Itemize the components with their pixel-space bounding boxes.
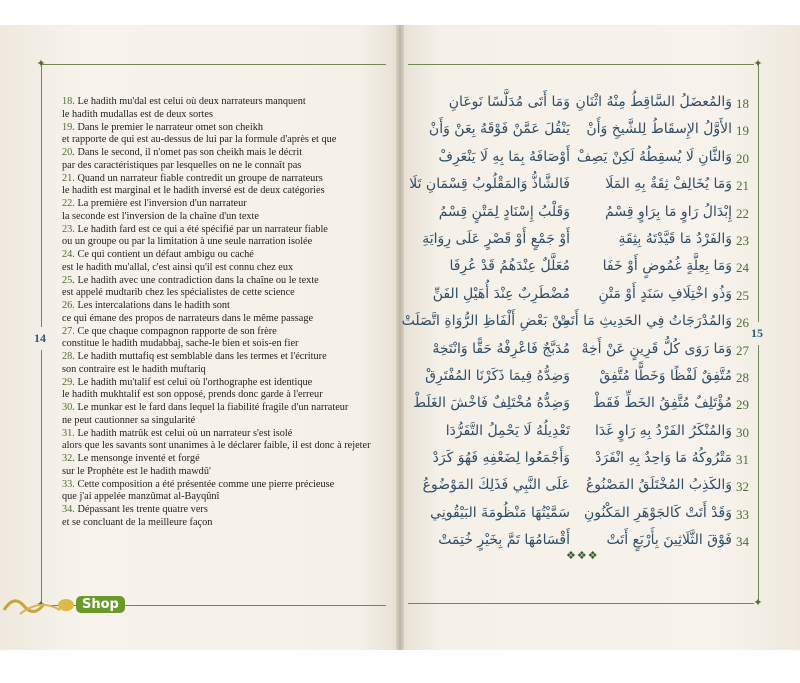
verse-number: 23. [62,223,75,235]
translation-line [62,338,382,351]
verse-number: 22 [736,205,749,221]
verse-number: 21 [736,178,749,194]
verse-number: 25. [62,274,75,286]
verse-second-hemistich: تَعْدِيلُهُ لَا يَحْمِلُ التَّفَرُّدَا [445,422,570,439]
french-translation [62,96,382,530]
translation-line [62,198,382,211]
translation-line [62,275,382,288]
verse-first-hemistich: وَذُو اخْتِلَافِ سَنَدٍ أَوْ مَتْنِ [598,285,732,302]
translation-line [62,96,382,109]
translation-text: et rapporte de qui est au-dessus de lui par la formule d'après et que [62,134,337,146]
translation-line [62,313,382,326]
verse-first-hemistich: وَالمُدْرَجَاتُ فِي الحَدِيثِ مَا أَتَتْ [557,313,732,330]
translation-text: Le hadith muttafiq est semblable dans les termes et l'écriture [77,351,327,362]
verse-first-hemistich: وَالفَرْدُ مَا قَيَّدْتَهُ بِثِقَةِ [618,230,732,247]
translation-text: constitue le hadith mudabbaj, sache-le bien et sois-en fier [62,338,299,350]
translation-text: Ce qui contient un défaut ambigu ou caché [77,249,254,260]
left-frame-top [42,64,386,65]
verse-first-hemistich: مُتَّفِقٌ لَفْظًا وَخَطًّا مُتَّفِقْ [599,367,732,384]
translation-line [62,453,382,466]
verse-number: 28 [736,369,749,385]
verse-second-hemistich: مُدَبَّجٌ فَاعْرِفْهُ حَقًّا وَانْتَخِهْ [432,340,570,357]
translation-line [62,428,382,441]
translation-text: Cette composition a été présentée comme une pierre précieuse [77,478,335,490]
verse-number: 29. [62,376,75,388]
verse-number: 28. [62,351,75,362]
translation-text: et se concluant de la meilleure façon [62,516,213,528]
verse-number: 19. [62,121,75,133]
translation-line [62,491,382,504]
corner-ornament-icon: ✦ [36,599,46,611]
verse-row [420,202,760,229]
translation-text: ne peut cautionner sa singularité [62,414,196,426]
translation-text: Dans le second, il n'omet pas son cheikh mais le décrit [77,147,303,158]
verse-first-hemistich: وَمَا رَوَى كُلُّ قَرِينٍ عَنْ أَخِهْ [581,340,732,357]
verse-first-hemistich: وَالمُعضَلُ السَّاقِطُ مِنْهُ اثْنَانِ [575,94,732,110]
translation-line [62,402,382,415]
corner-ornament-icon: ✦ [36,58,46,70]
left-frame-side [41,64,42,327]
verse-first-hemistich: وَقَدْ أَتَتْ كَالجَوْهَرِ المَكْنُونِ [584,504,732,521]
verse-row [420,475,760,502]
verse-number: 19 [736,123,749,139]
book-gutter [396,25,404,650]
verse-number: 32 [736,479,749,495]
translation-text: Le munkar est le fard dans lequel la fiabilité fragile d'un narrateur [77,402,349,413]
verse-second-hemistich: مُضْطَرِبٌ عِنْدَ أُهَيْلِ الفَنِّ [432,285,570,302]
translation-line [62,415,382,428]
translation-line [62,262,382,275]
translation-text: la seconde est l'inversion de la chaîne d'un texte [62,210,259,222]
corner-ornament-icon: ✦ [753,597,763,609]
verse-number: 33. [62,478,75,490]
verse-row [409,174,760,201]
verse-number: 30 [736,424,749,440]
translation-text: Le mensonge inventé et forgé [77,453,200,464]
translation-line [62,466,382,479]
translation-line [62,134,382,147]
translation-text: Le hadith mu'dal est celui où deux narrateurs manquent [77,96,306,107]
verse-number: 23 [736,232,749,248]
verse-second-hemistich: سَمَّيْتُهَا مَنْظُومَةَ البَيْقُونِي [430,504,570,521]
translation-text: sur le Prophète est le hadith mawdû' [62,465,211,477]
verse-row [420,421,760,448]
translation-text: par des caractéristiques par lesquelles on ne le connaît pas [62,159,302,171]
shop-logo-text: Shop [76,596,125,613]
verse-first-hemistich: مُؤْتَلِفٌ مُتَّفِقُ الخَطِّ فَقَطْ [592,395,732,412]
translation-text: le hadith mudallas est de deux sortes [62,108,213,120]
verse-first-hemistich: وَالثَّانِ لَا يُسقِطُهُ لَكِنْ يَصِفْ [576,148,732,165]
verse-row [420,229,760,256]
translation-line [62,185,382,198]
verse-row [420,448,760,475]
translation-line [62,479,382,492]
translation-line [62,351,382,364]
verse-number: 18. [62,96,75,107]
translation-line [62,326,382,339]
translation-text: est le hadith mu'allal, c'est ainsi qu'il est connu chez eux [62,261,294,273]
translation-line [62,440,382,453]
translation-text: Les intercalations dans le hadith sont [77,300,230,311]
verse-second-hemistich: وَأَجْمَعُوا لِضَعْفِهِ فَهُوَ كَرَدْ [432,450,570,467]
verse-second-hemistich: مُعَلَّلٌ عِنْدَهُمُ قَدْ عُرِفَا [449,258,570,275]
translation-line [62,300,382,313]
verse-row [401,311,760,338]
translation-text: Le hadith fard est ce qui a été spécifié par un narrateur fiable [77,223,328,235]
verse-number: 26. [62,300,75,311]
translation-text: le hadith est marginal et le hadith inversé est de deux catégories [62,185,325,197]
verse-second-hemistich: وَضِدُّهُ فِيمَا ذَكَرْنَا المُفْتَرِقْ [425,367,570,384]
translation-line [62,236,382,249]
verse-first-hemistich: وَمَا يُخَالِفْ ثِقَةٌ بِهِ المَلَا [605,176,732,193]
verse-second-hemistich: وَقَلْبُ إِسْنَادٍ لِمَتْنٍ قِسْمُ [438,203,570,220]
left-page-number: 14 [34,331,46,345]
verse-number: 27 [736,342,749,358]
translation-text: le hadith mukhtalif est son opposé, prends donc garde à l'erreur [62,389,323,401]
verse-first-hemistich: مَتْرُوكُهُ مَا وَاحِدٌ بِهِ انْفَرَدْ [595,450,732,467]
translation-text: son contraire est le hadith muftariq [62,363,206,375]
verse-number: 32. [62,453,75,464]
translation-line [62,109,382,122]
verse-second-hemistich: أَوْصَافَهُ بِمَا بِهِ لَا يَنْعَرِفْ [438,148,570,165]
translation-text: Dans le premier le narrateur omet son cheikh [77,121,264,133]
verse-number: 27. [62,325,75,337]
translation-text: est appelé mudtarib chez les spécialistes de cette science [62,287,295,299]
verse-second-hemistich: عَلَى النَّبِي فَذَلِكَ المَوْضُوعُ [422,477,570,494]
verse-second-hemistich: يَنْقُلَ عَمَّنْ فَوْقَهُ بِعَنْ وَأَنْ [428,121,570,138]
translation-text: que j'ai appelée manzûmat al-Bayqûnî [62,491,220,503]
verse-number: 30. [62,402,75,413]
translation-line [62,389,382,402]
verse-number: 25 [736,287,749,303]
verse-first-hemistich: فَوْقَ الثَّلَاثِينَ بِأَرْبَعٍ أَتَتْ [606,532,732,549]
translation-line [62,173,382,186]
verse-row [420,503,760,530]
verse-first-hemistich: وَالكَذِبُ المُخْتَلَقُ المَصْنُوعُ [585,477,732,494]
verse-number: 21. [62,172,75,184]
verse-number: 34 [736,534,749,550]
translation-line [62,377,382,390]
translation-line [62,224,382,237]
verse-number: 24. [62,249,75,260]
verse-number: 31. [62,427,75,439]
verse-number: 24 [736,260,749,276]
translation-text: Dépassant les trente quatre vers [77,504,208,515]
verse-number: 20 [736,150,749,166]
translation-line [62,211,382,224]
verse-first-hemistich: إِبْدَالُ رَاوٍ مَا بِرَاوٍ قِسْمُ [605,203,732,220]
corner-ornament-icon: ✦ [753,58,763,70]
translation-text: ce qui émane des propos de narrateurs dans le même passage [62,312,314,324]
translation-text: Quand un narrateur fiable contredit un groupe de narrateurs [77,172,323,184]
verse-row [420,147,760,174]
verse-first-hemistich: الأَوَّلُ الإِسقَاطُ لِلشَّيخِ وَأَنْ [586,121,732,138]
verse-number: 22. [62,198,75,209]
verse-number: 26 [736,315,749,331]
verse-second-hemistich: أَقْسَامُهَا تَمَّ بِخَيْرٍ خُتِمَتْ [438,532,570,549]
translation-line [62,504,382,517]
verse-row [420,366,760,393]
right-frame-top [408,64,754,65]
verse-second-hemistich: وَضِدُّهُ مُخْتَلِفٌ فَاخْشَ الغَلَطْ [413,395,570,412]
verse-row [413,393,760,420]
verse-number: 20. [62,147,75,158]
verse-number: 31 [736,452,749,468]
verse-first-hemistich: وَالمُنْكَرُ الفَرْدُ بِهِ رَاوٍ غَدَا [594,422,732,439]
verse-number: 34. [62,504,75,515]
translation-line [62,287,382,300]
verse-row [420,92,760,119]
verse-row [420,339,760,366]
verse-number: 33 [736,506,749,522]
translation-line [62,122,382,135]
translation-line [62,249,382,262]
translation-text: alors que les savants sont unanimes à le déclarer faible, il est donc à rejeter [62,440,371,452]
arabic-verses [401,92,760,558]
left-frame-side [41,350,42,605]
verse-row [420,284,760,311]
verse-row [420,119,760,146]
right-frame-bottom [408,603,754,604]
translation-line [62,160,382,173]
verse-first-hemistich: وَمَا بِعِلَّةٍ غُمُوضٍ أَوْ خَفَا [602,258,732,275]
verse-number: 29 [736,397,749,413]
translation-line [62,147,382,160]
verse-row [420,256,760,283]
translation-line [62,517,382,530]
translation-text: Le hadith mu'talif est celui où l'orthographe est identique [77,376,313,388]
verse-second-hemistich: مِنْ بَعْضِ أَلْفَاظِ الرُّوَاةِ اتَّصَلَتْ [401,313,570,330]
translation-text: ou un groupe ou par la limitation à une seule narration isolée [62,236,313,248]
translation-text: Le hadith avec une contradiction dans la chaîne ou le texte [77,274,319,286]
verse-second-hemistich: وَمَا أَتَى مُدَلَّسًا نَوعَانِ [448,94,570,110]
verse-second-hemistich: أَوْ جَمْعٍ أَوْ قَصْرٍ عَلَى رِوَايَةِ [422,230,570,247]
translation-text: Ce que chaque compagnon rapporte de son frère [77,325,277,337]
verse-number: 18 [736,96,749,111]
translation-text: La première est l'inversion d'un narrateur [77,198,247,209]
verse-second-hemistich: فَالشَّاذُّ وَالمَقْلُوبُ قِسْمَانِ تَلَا [409,176,570,193]
translation-text: Le hadith matrûk est celui où un narrateur s'est isolé [77,427,293,439]
translation-line [62,364,382,377]
right-page-number: 15 [751,326,763,340]
flower-ornament-icon: ❖❖❖ [566,550,599,562]
